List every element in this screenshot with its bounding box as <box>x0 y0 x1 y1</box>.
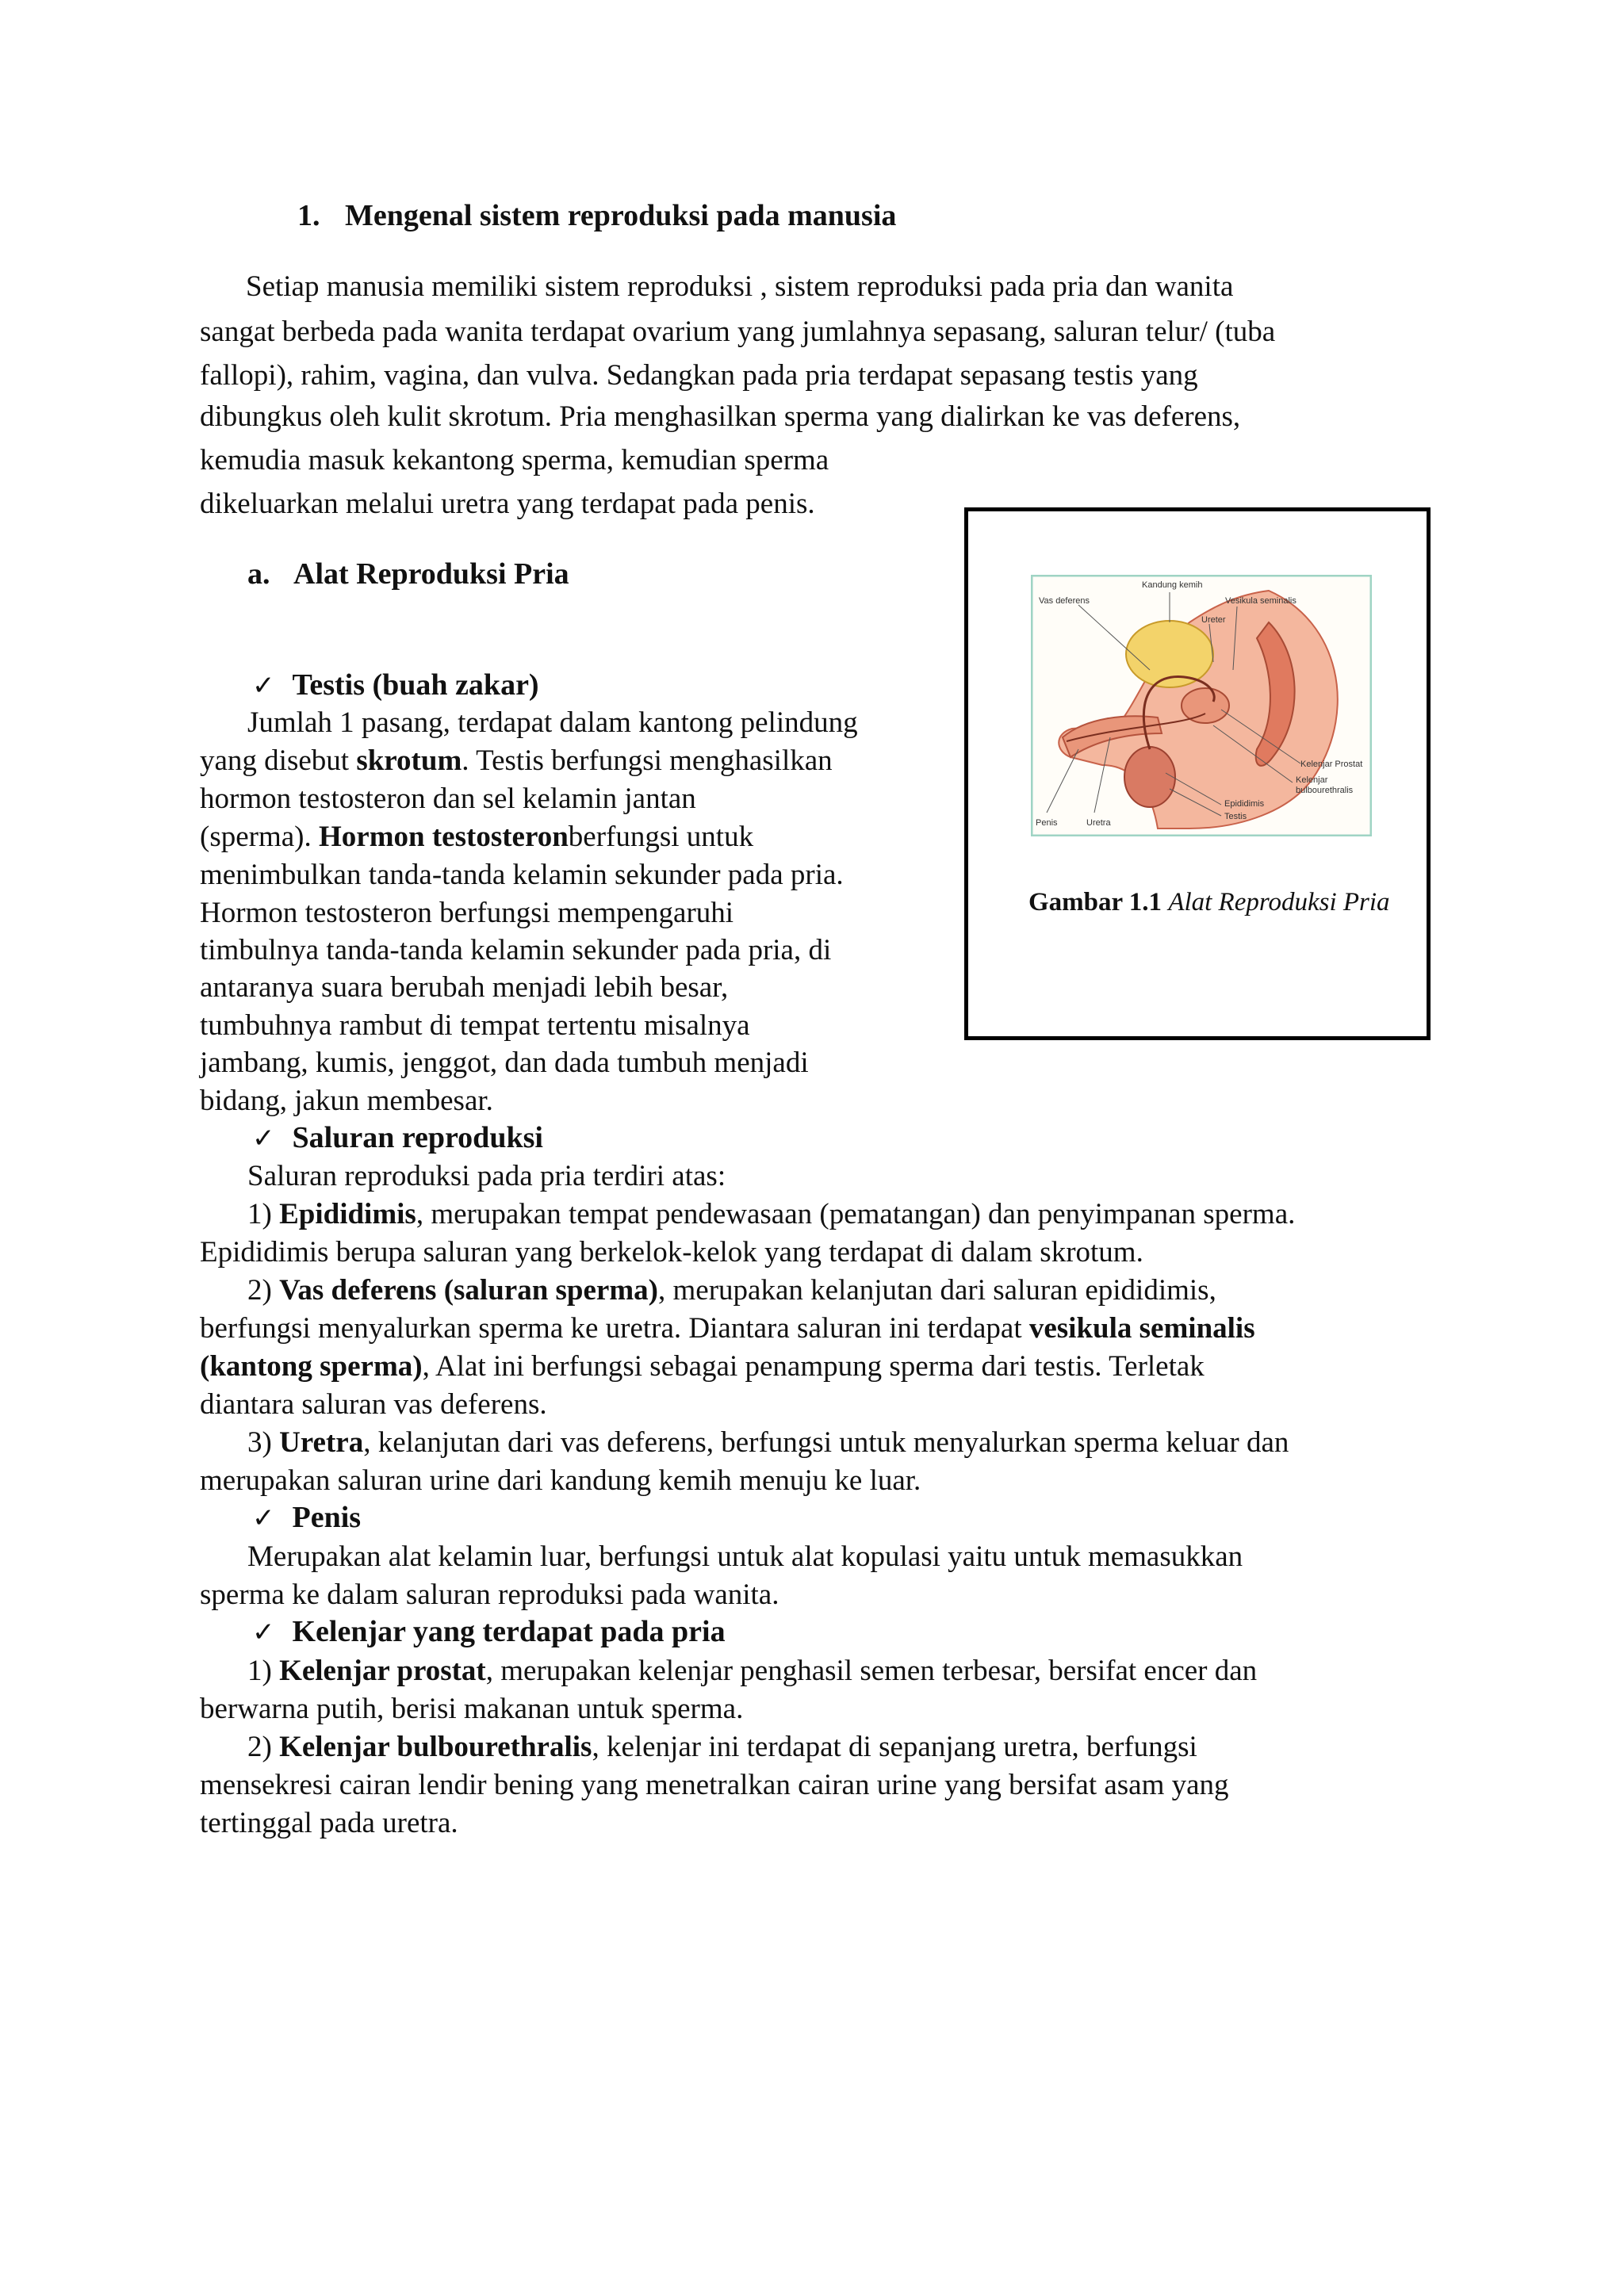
kelenjar-item-2: 2) Kelenjar bulbourethralis, kelenjar ini terdapat di sepanjang uretra, berfungsi <box>247 1731 1197 1763</box>
testis-line-5: menimbulkan tanda-tanda kelamin sekunder pada pria. <box>200 859 844 891</box>
kelenjar-item-1-cont: berwarna putih, berisi makanan untuk sperma. <box>200 1693 744 1725</box>
testis-line-2: yang disebut skrotum. Testis berfungsi menghasilkan <box>200 744 833 777</box>
saluran-item-3-cont: merupakan saluran urine dari kandung kemih menuju ke luar. <box>200 1464 921 1497</box>
label-ureter: Ureter <box>1201 615 1226 625</box>
label-bulbo-1: Kelenjar <box>1296 775 1328 785</box>
penis-line-1: Merupakan alat kelamin luar, berfungsi untuk alat kopulasi yaitu untuk memasukkan <box>247 1540 1243 1573</box>
label-kandung-kemih: Kandung kemih <box>1142 580 1203 590</box>
anatomy-illustration <box>1031 575 1372 836</box>
check-icon: ✓ <box>252 1617 275 1648</box>
intro-line-3: fallopi), rahim, vagina, dan vulva. Sedangkan pada pria terdapat sepasang testis yang <box>200 359 1198 392</box>
penis-line-2: sperma ke dalam saluran reproduksi pada wanita. <box>200 1578 779 1611</box>
testis-line-9: tumbuhnya rambut di tempat tertentu misalnya <box>200 1009 750 1042</box>
label-bulbo-2: bulbourethralis <box>1296 786 1354 795</box>
intro-line-4: dibungkus oleh kulit skrotum. Pria menghasilkan sperma yang dialirkan ke vas deferens, <box>200 400 1241 433</box>
intro-line-6: dikeluarkan melalui uretra yang terdapat pada penis. <box>200 488 815 520</box>
kelenjar-item-2-cont-1: mensekresi cairan lendir bening yang menetralkan cairan urine yang bersifat asam yang <box>200 1769 1229 1801</box>
saluran-item-2: 2) Vas deferens (saluran sperma), merupakan kelanjutan dari saluran epididimis, <box>247 1274 1216 1307</box>
testis-line-10: jambang, kumis, jenggot, dan dada tumbuh menjadi <box>200 1047 809 1079</box>
kelenjar-heading: ✓ Kelenjar yang terdapat pada pria <box>252 1615 726 1648</box>
testis-heading: ✓ Testis (buah zakar) <box>252 668 539 702</box>
kelenjar-item-2-cont-2: tertinggal pada uretra. <box>200 1807 458 1839</box>
section-title <box>297 198 896 233</box>
testis-shape <box>1124 747 1175 807</box>
saluran-item-2-cont-2: (kantong sperma), Alat ini berfungsi sebagai penampung sperma dari testis. Terletak <box>200 1350 1205 1383</box>
intro-line-5: kemudia masuk kekantong sperma, kemudian sperma <box>200 444 829 476</box>
saluran-item-2-cont-1: berfungsi menyalurkan sperma ke uretra. Diantara saluran ini terdapat vesikula seminalis <box>200 1312 1255 1345</box>
subsection-title <box>247 557 569 591</box>
intro-line-1: Setiap manusia memiliki sistem reproduksi , sistem reproduksi pada pria dan wanita <box>246 270 1234 303</box>
testis-line-4: (sperma). Hormon testosteronberfungsi untuk <box>200 821 754 853</box>
testis-line-8: antaranya suara berubah menjadi lebih besar, <box>200 971 729 1004</box>
label-epididimis: Epididimis <box>1224 799 1265 809</box>
saluran-heading: ✓ Saluran reproduksi <box>252 1121 543 1154</box>
testis-line-11: bidang, jakun membesar. <box>200 1085 493 1117</box>
check-icon: ✓ <box>252 670 275 702</box>
figure-caption <box>1028 884 1393 920</box>
subsection-letter: a. <box>247 557 270 591</box>
label-testis: Testis <box>1224 812 1247 821</box>
caption-title: Alat Reproduksi Pria <box>1168 888 1390 916</box>
subsection-title-text: Alat Reproduksi Pria <box>293 557 569 591</box>
label-vas-deferens: Vas deferens <box>1039 596 1090 606</box>
section-title-text: Mengenal sistem reproduksi pada manusia <box>345 199 897 232</box>
saluran-intro: Saluran reproduksi pada pria terdiri atas: <box>247 1160 726 1192</box>
check-icon: ✓ <box>252 1123 275 1154</box>
caption-number: Gambar 1.1 <box>1028 888 1162 916</box>
testis-line-1: Jumlah 1 pasang, terdapat dalam kantong pelindung <box>247 706 858 739</box>
label-vesikula: Vesikula seminalis <box>1225 596 1297 606</box>
testis-line-7: timbulnya tanda-tanda kelamin sekunder pada pria, di <box>200 934 832 966</box>
check-icon: ✓ <box>252 1502 275 1534</box>
section-number: 1. <box>297 199 320 232</box>
figure-box <box>964 507 1431 1040</box>
label-uretra: Uretra <box>1086 818 1111 828</box>
saluran-item-1-cont: Epididimis berupa saluran yang berkelok-kelok yang terdapat di dalam skrotum. <box>200 1236 1143 1269</box>
prostate-shape <box>1182 688 1229 723</box>
label-penis: Penis <box>1036 818 1058 828</box>
saluran-item-2-cont-3: diantara saluran vas deferens. <box>200 1388 547 1421</box>
testis-line-6: Hormon testosteron berfungsi mempengaruhi <box>200 897 734 929</box>
saluran-item-1: 1) Epididimis, merupakan tempat pendewasaan (pematangan) dan penyimpanan sperma. <box>247 1198 1296 1230</box>
intro-line-2: sangat berbeda pada wanita terdapat ovarium yang jumlahnya sepasang, saluran telur/ (tuba <box>200 316 1276 348</box>
kelenjar-item-1: 1) Kelenjar prostat, merupakan kelenjar penghasil semen terbesar, bersifat encer dan <box>247 1655 1258 1687</box>
testis-line-3: hormon testosteron dan sel kelamin jantan <box>200 783 696 815</box>
saluran-item-3: 3) Uretra, kelanjutan dari vas deferens, berfungsi untuk menyalurkan sperma keluar dan <box>247 1426 1289 1459</box>
label-prostat: Kelenjar Prostat <box>1300 760 1363 769</box>
penis-heading: ✓ Penis <box>252 1501 362 1534</box>
